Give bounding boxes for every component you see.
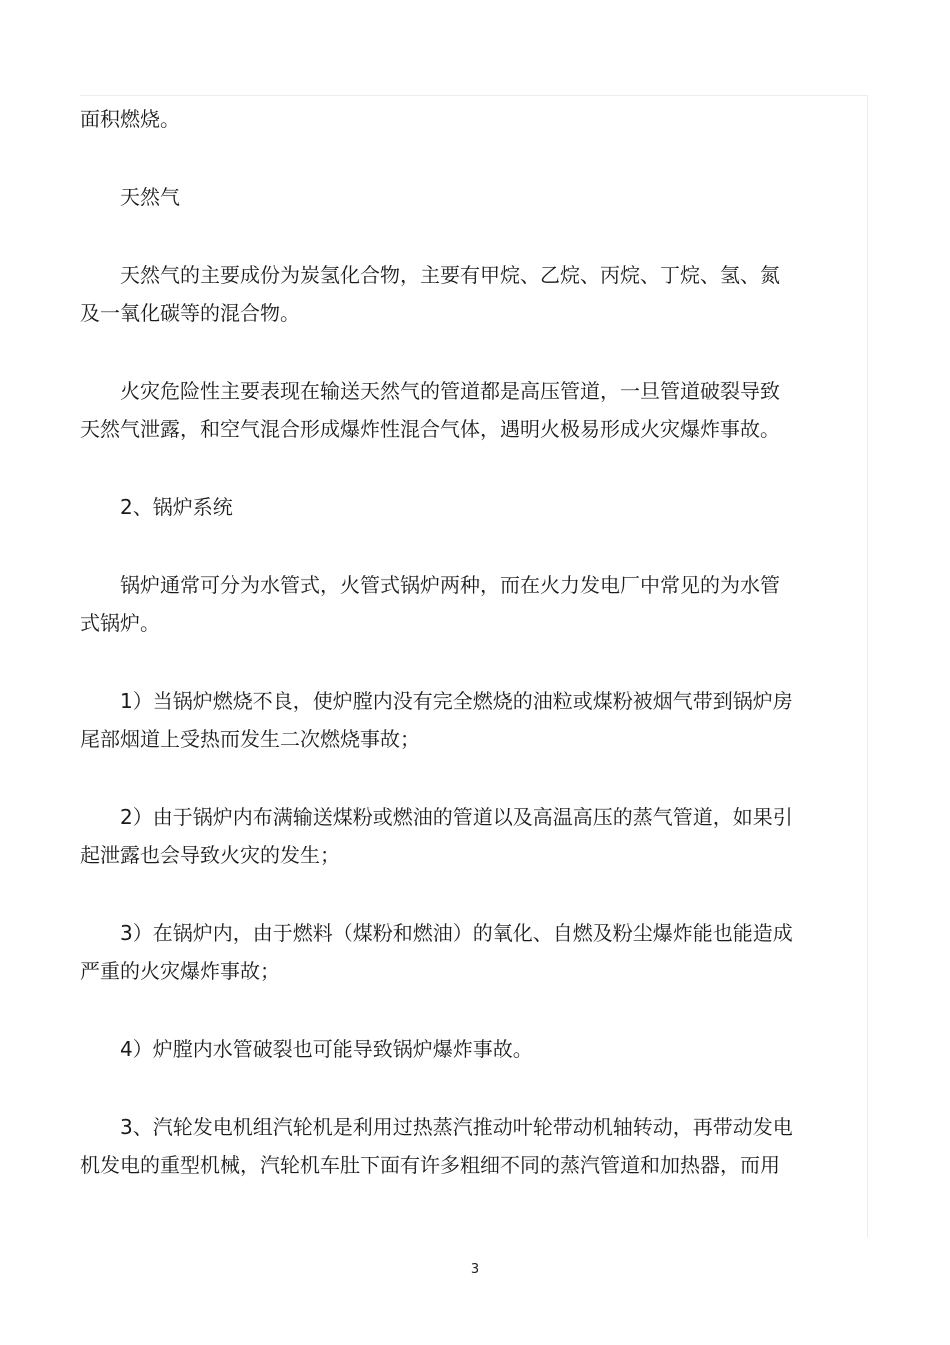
page-number: 3 [470, 1262, 480, 1277]
paragraph-7: 1）当锅炉燃烧不良，使炉膛内没有完全燃烧的油粒或煤粉被烟气带到锅炉房 尾部烟道上受热而发生二次燃烧事故； [80, 689, 793, 751]
paragraph-1: 面积燃烧。 [80, 107, 180, 131]
paragraph-8: 2）由于锅炉内布满输送煤粉或燃油的管道以及高温高压的蒸气管道，如果引 起泄露也会导致火灾的发生； [80, 805, 793, 867]
paragraph-5: 2、锅炉系统 [120, 495, 233, 519]
paragraph-6: 锅炉通常可分为水管式，火管式锅炉两种，而在火力发电厂中常见的为水管 式锅炉。 [80, 573, 780, 635]
paragraph-10: 4）炉膛内水管破裂也可能导致锅炉爆炸事故。 [120, 1037, 533, 1061]
document-body [80, 100, 825, 1224]
paragraph-9: 3）在锅炉内，由于燃料（煤粉和燃油）的氧化、自燃及粉尘爆炸能也能造成 严重的火灾爆炸事故； [80, 921, 793, 983]
paragraph-4: 火灾危险性主要表现在输送天然气的管道都是高压管道，一旦管道破裂导致 天然气泄露，和空气混合形成爆炸性混合气体，遇明火极易形成火灾爆炸事故。 [80, 379, 780, 441]
paragraph-3: 天然气的主要成份为炭氢化合物，主要有甲烷、乙烷、丙烷、丁烷、氢、氮 及一氧化碳等的混合物。 [80, 263, 780, 325]
paragraph-2: 天然气 [120, 185, 180, 209]
paragraph-11: 3、汽轮发电机组汽轮机是利用过热蒸汽推动叶轮带动机轴转动，再带动发电 机发电的重型机械，汽轮机车肚下面有许多粗细不同的蒸汽管道和加热器，而用 [80, 1115, 793, 1177]
